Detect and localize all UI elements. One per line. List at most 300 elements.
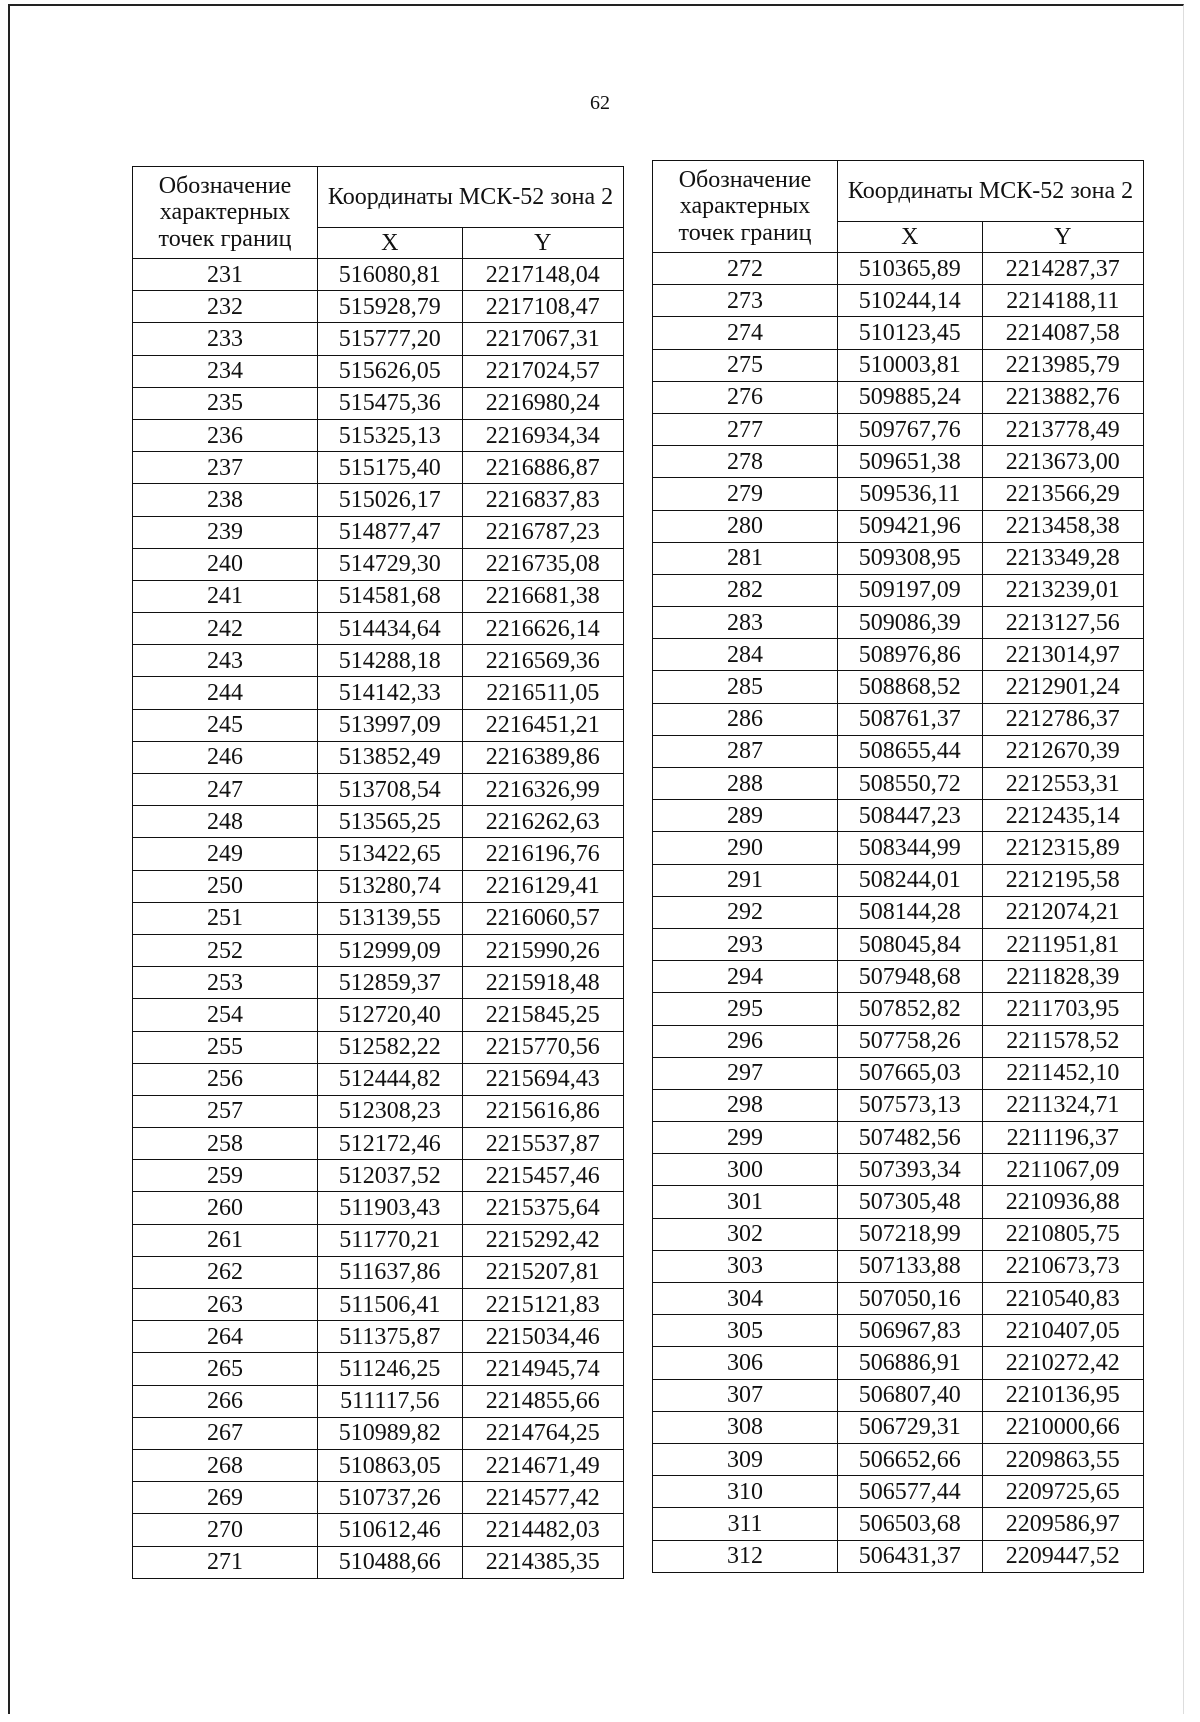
coord-y: 2214385,35 xyxy=(462,1546,623,1578)
header-x: X xyxy=(838,222,983,253)
coord-x: 508550,72 xyxy=(838,768,983,800)
coord-y: 2216980,24 xyxy=(462,387,623,419)
coord-y: 2215207,81 xyxy=(462,1256,623,1288)
coord-x: 514434,64 xyxy=(318,613,463,645)
point-number: 243 xyxy=(133,645,318,677)
table-row xyxy=(133,709,624,741)
table-row xyxy=(653,1283,1144,1315)
coord-x: 507050,16 xyxy=(838,1283,983,1315)
table-row xyxy=(133,1095,624,1127)
coord-x: 513565,25 xyxy=(318,806,463,838)
point-number: 288 xyxy=(653,768,838,800)
point-number: 269 xyxy=(133,1482,318,1514)
point-number: 240 xyxy=(133,548,318,580)
coord-x: 506503,68 xyxy=(838,1508,983,1540)
point-number: 283 xyxy=(653,607,838,639)
coord-y: 2216787,23 xyxy=(462,516,623,548)
table-body-left xyxy=(133,259,624,1579)
coord-y: 2216129,41 xyxy=(462,870,623,902)
coord-x: 514729,30 xyxy=(318,548,463,580)
point-number: 258 xyxy=(133,1128,318,1160)
coord-x: 515928,79 xyxy=(318,291,463,323)
coord-y: 2215694,43 xyxy=(462,1063,623,1095)
coord-x: 509421,96 xyxy=(838,510,983,542)
table-row xyxy=(653,735,1144,767)
point-number: 266 xyxy=(133,1385,318,1417)
coord-x: 513997,09 xyxy=(318,709,463,741)
point-number: 234 xyxy=(133,355,318,387)
point-number: 252 xyxy=(133,934,318,966)
coord-x: 510612,46 xyxy=(318,1514,463,1546)
coord-y: 2215292,42 xyxy=(462,1224,623,1256)
coord-y: 2211196,37 xyxy=(982,1122,1143,1154)
point-number: 261 xyxy=(133,1224,318,1256)
table-row xyxy=(653,478,1144,510)
coord-y: 2209863,55 xyxy=(982,1443,1143,1475)
table-row xyxy=(653,832,1144,864)
table-row xyxy=(133,741,624,773)
coord-x: 514581,68 xyxy=(318,580,463,612)
table-row xyxy=(653,1540,1144,1572)
coord-y: 2216569,36 xyxy=(462,645,623,677)
coord-y: 2216451,21 xyxy=(462,709,623,741)
coord-y: 2212315,89 xyxy=(982,832,1143,864)
point-number: 287 xyxy=(653,735,838,767)
coord-y: 2216262,63 xyxy=(462,806,623,838)
point-number: 238 xyxy=(133,484,318,516)
coord-x: 510244,14 xyxy=(838,285,983,317)
table-row xyxy=(653,349,1144,381)
point-number: 232 xyxy=(133,291,318,323)
coord-x: 513139,55 xyxy=(318,902,463,934)
coord-x: 515175,40 xyxy=(318,452,463,484)
coord-y: 2216837,83 xyxy=(462,484,623,516)
table-row xyxy=(653,1089,1144,1121)
coord-x: 507393,34 xyxy=(838,1154,983,1186)
point-number: 291 xyxy=(653,864,838,896)
table-row xyxy=(653,285,1144,317)
coord-x: 508761,37 xyxy=(838,703,983,735)
table-row xyxy=(653,607,1144,639)
coord-y: 2217108,47 xyxy=(462,291,623,323)
point-number: 281 xyxy=(653,542,838,574)
coord-x: 507305,48 xyxy=(838,1186,983,1218)
coord-x: 510737,26 xyxy=(318,1482,463,1514)
header-x: X xyxy=(318,228,463,259)
point-number: 292 xyxy=(653,896,838,928)
point-number: 300 xyxy=(653,1154,838,1186)
table-row xyxy=(133,999,624,1031)
coord-y: 2214671,49 xyxy=(462,1449,623,1481)
point-number: 277 xyxy=(653,413,838,445)
point-number: 245 xyxy=(133,709,318,741)
coord-x: 515026,17 xyxy=(318,484,463,516)
point-number: 247 xyxy=(133,774,318,806)
point-number: 250 xyxy=(133,870,318,902)
point-number: 239 xyxy=(133,516,318,548)
coord-y: 2212670,39 xyxy=(982,735,1143,767)
point-number: 246 xyxy=(133,741,318,773)
coord-y: 2216060,57 xyxy=(462,902,623,934)
point-number: 309 xyxy=(653,1443,838,1475)
point-number: 251 xyxy=(133,902,318,934)
coord-y: 2211703,95 xyxy=(982,993,1143,1025)
point-number: 253 xyxy=(133,967,318,999)
coord-y: 2215537,87 xyxy=(462,1128,623,1160)
coord-y: 2210936,88 xyxy=(982,1186,1143,1218)
table-row xyxy=(653,671,1144,703)
coord-y: 2211067,09 xyxy=(982,1154,1143,1186)
coord-x: 515777,20 xyxy=(318,323,463,355)
coord-y: 2213239,01 xyxy=(982,574,1143,606)
point-number: 285 xyxy=(653,671,838,703)
point-number: 257 xyxy=(133,1095,318,1127)
coord-x: 510365,89 xyxy=(838,253,983,285)
table-row xyxy=(653,253,1144,285)
point-number: 310 xyxy=(653,1476,838,1508)
table-row xyxy=(133,806,624,838)
coord-x: 511506,41 xyxy=(318,1289,463,1321)
coord-y: 2210673,73 xyxy=(982,1250,1143,1282)
coord-y: 2216735,08 xyxy=(462,548,623,580)
point-number: 293 xyxy=(653,928,838,960)
coord-y: 2214188,11 xyxy=(982,285,1143,317)
table-row xyxy=(133,1449,624,1481)
point-number: 305 xyxy=(653,1315,838,1347)
table-row xyxy=(653,1508,1144,1540)
point-number: 271 xyxy=(133,1546,318,1578)
coord-x: 512582,22 xyxy=(318,1031,463,1063)
table-row xyxy=(133,838,624,870)
point-number: 265 xyxy=(133,1353,318,1385)
coord-x: 513422,65 xyxy=(318,838,463,870)
coord-y: 2213985,79 xyxy=(982,349,1143,381)
table-row xyxy=(653,639,1144,671)
coord-y: 2213882,76 xyxy=(982,381,1143,413)
table-row xyxy=(133,1289,624,1321)
coord-x: 514142,33 xyxy=(318,677,463,709)
point-number: 306 xyxy=(653,1347,838,1379)
coord-y: 2216389,86 xyxy=(462,741,623,773)
page-number: 62 xyxy=(590,92,610,114)
table-row xyxy=(653,1315,1144,1347)
coord-x: 515626,05 xyxy=(318,355,463,387)
table-row xyxy=(653,1250,1144,1282)
table-row xyxy=(133,1321,624,1353)
coord-x: 508655,44 xyxy=(838,735,983,767)
point-number: 279 xyxy=(653,478,838,510)
table-row xyxy=(653,1379,1144,1411)
table-row xyxy=(133,1482,624,1514)
coord-y: 2216511,05 xyxy=(462,677,623,709)
point-number: 304 xyxy=(653,1283,838,1315)
point-number: 248 xyxy=(133,806,318,838)
coord-y: 2212435,14 xyxy=(982,800,1143,832)
coord-x: 506577,44 xyxy=(838,1476,983,1508)
table-row xyxy=(653,800,1144,832)
coordinates-table-right xyxy=(652,160,1144,1573)
coord-x: 514877,47 xyxy=(318,516,463,548)
point-number: 231 xyxy=(133,259,318,291)
point-number: 241 xyxy=(133,580,318,612)
table-row xyxy=(653,703,1144,735)
table-row xyxy=(133,1385,624,1417)
table-row xyxy=(653,1476,1144,1508)
coord-y: 2215375,64 xyxy=(462,1192,623,1224)
coord-y: 2217148,04 xyxy=(462,259,623,291)
point-number: 272 xyxy=(653,253,838,285)
table-row xyxy=(133,1546,624,1578)
table-row xyxy=(133,355,624,387)
coord-x: 507218,99 xyxy=(838,1218,983,1250)
coord-x: 509885,24 xyxy=(838,381,983,413)
table-body-right xyxy=(653,253,1144,1573)
table-row xyxy=(133,774,624,806)
table-row xyxy=(133,967,624,999)
coord-x: 511903,43 xyxy=(318,1192,463,1224)
point-number: 280 xyxy=(653,510,838,542)
point-number: 254 xyxy=(133,999,318,1031)
table-row xyxy=(133,291,624,323)
coord-x: 507758,26 xyxy=(838,1025,983,1057)
table-row xyxy=(653,574,1144,606)
coord-x: 508144,28 xyxy=(838,896,983,928)
table-row xyxy=(653,1025,1144,1057)
coord-x: 507665,03 xyxy=(838,1057,983,1089)
coord-y: 2212901,24 xyxy=(982,671,1143,703)
point-number: 235 xyxy=(133,387,318,419)
coord-x: 506652,66 xyxy=(838,1443,983,1475)
coordinates-table-left xyxy=(132,166,624,1579)
coord-x: 514288,18 xyxy=(318,645,463,677)
coord-x: 511246,25 xyxy=(318,1353,463,1385)
coord-x: 508244,01 xyxy=(838,864,983,896)
coord-x: 510863,05 xyxy=(318,1449,463,1481)
point-number: 282 xyxy=(653,574,838,606)
coord-x: 509197,09 xyxy=(838,574,983,606)
point-number: 268 xyxy=(133,1449,318,1481)
point-number: 274 xyxy=(653,317,838,349)
coord-x: 513708,54 xyxy=(318,774,463,806)
coord-y: 2214287,37 xyxy=(982,253,1143,285)
coord-y: 2213127,56 xyxy=(982,607,1143,639)
coord-x: 512308,23 xyxy=(318,1095,463,1127)
coord-x: 507133,88 xyxy=(838,1250,983,1282)
point-number: 312 xyxy=(653,1540,838,1572)
coord-x: 506729,31 xyxy=(838,1411,983,1443)
coord-x: 510989,82 xyxy=(318,1417,463,1449)
coord-x: 508045,84 xyxy=(838,928,983,960)
coord-y: 2215918,48 xyxy=(462,967,623,999)
coord-y: 2210805,75 xyxy=(982,1218,1143,1250)
coord-y: 2213566,29 xyxy=(982,478,1143,510)
table-row xyxy=(133,1256,624,1288)
coord-x: 512172,46 xyxy=(318,1128,463,1160)
table-row xyxy=(133,677,624,709)
coord-y: 2213349,28 xyxy=(982,542,1143,574)
coord-x: 508868,52 xyxy=(838,671,983,703)
coord-x: 512720,40 xyxy=(318,999,463,1031)
coord-x: 511375,87 xyxy=(318,1321,463,1353)
table-row xyxy=(653,1347,1144,1379)
point-number: 256 xyxy=(133,1063,318,1095)
table-row xyxy=(133,323,624,355)
point-number: 260 xyxy=(133,1192,318,1224)
point-number: 308 xyxy=(653,1411,838,1443)
coord-y: 2212553,31 xyxy=(982,768,1143,800)
table-row xyxy=(653,961,1144,993)
coord-y: 2209725,65 xyxy=(982,1476,1143,1508)
point-number: 236 xyxy=(133,419,318,451)
table-row xyxy=(653,1122,1144,1154)
table-row xyxy=(653,510,1144,542)
table-row xyxy=(653,542,1144,574)
point-number: 244 xyxy=(133,677,318,709)
table-row xyxy=(133,1031,624,1063)
coord-y: 2210000,66 xyxy=(982,1411,1143,1443)
coord-y: 2213458,38 xyxy=(982,510,1143,542)
coord-y: 2214764,25 xyxy=(462,1417,623,1449)
coord-y: 2211951,81 xyxy=(982,928,1143,960)
table-row xyxy=(653,1411,1144,1443)
coord-y: 2217067,31 xyxy=(462,323,623,355)
point-number: 237 xyxy=(133,452,318,484)
coord-x: 509086,39 xyxy=(838,607,983,639)
coord-y: 2213778,49 xyxy=(982,413,1143,445)
point-number: 303 xyxy=(653,1250,838,1282)
coord-y: 2212786,37 xyxy=(982,703,1143,735)
coord-x: 508447,23 xyxy=(838,800,983,832)
coord-x: 509651,38 xyxy=(838,446,983,478)
table-row xyxy=(653,1186,1144,1218)
table-row xyxy=(133,259,624,291)
point-number: 276 xyxy=(653,381,838,413)
coord-x: 507573,13 xyxy=(838,1089,983,1121)
point-number: 259 xyxy=(133,1160,318,1192)
point-number: 275 xyxy=(653,349,838,381)
coord-x: 506431,37 xyxy=(838,1540,983,1572)
coord-y: 2215845,25 xyxy=(462,999,623,1031)
coord-y: 2215121,83 xyxy=(462,1289,623,1321)
coord-x: 510123,45 xyxy=(838,317,983,349)
coord-y: 2211452,10 xyxy=(982,1057,1143,1089)
coord-y: 2215616,86 xyxy=(462,1095,623,1127)
point-number: 278 xyxy=(653,446,838,478)
coord-x: 515475,36 xyxy=(318,387,463,419)
coord-y: 2209586,97 xyxy=(982,1508,1143,1540)
coord-y: 2209447,52 xyxy=(982,1540,1143,1572)
coord-y: 2210272,42 xyxy=(982,1347,1143,1379)
coord-y: 2210407,05 xyxy=(982,1315,1143,1347)
coord-y: 2216681,38 xyxy=(462,580,623,612)
coord-y: 2211324,71 xyxy=(982,1089,1143,1121)
coord-y: 2211578,52 xyxy=(982,1025,1143,1057)
table-row xyxy=(653,446,1144,478)
coord-x: 507852,82 xyxy=(838,993,983,1025)
coord-x: 512444,82 xyxy=(318,1063,463,1095)
table-row xyxy=(133,419,624,451)
table-row xyxy=(133,1417,624,1449)
coord-y: 2216326,99 xyxy=(462,774,623,806)
table-row xyxy=(653,1443,1144,1475)
table-row xyxy=(653,1218,1144,1250)
table-row xyxy=(133,580,624,612)
table-row xyxy=(133,516,624,548)
point-number: 302 xyxy=(653,1218,838,1250)
table-row xyxy=(653,864,1144,896)
coord-x: 516080,81 xyxy=(318,259,463,291)
table-row xyxy=(653,1154,1144,1186)
table-row xyxy=(133,387,624,419)
table-row xyxy=(653,1057,1144,1089)
point-number: 249 xyxy=(133,838,318,870)
table-row xyxy=(133,1192,624,1224)
coord-y: 2212074,21 xyxy=(982,896,1143,928)
coord-y: 2215034,46 xyxy=(462,1321,623,1353)
table-row xyxy=(133,548,624,580)
point-number: 311 xyxy=(653,1508,838,1540)
table-row xyxy=(133,645,624,677)
header-coordinates-group: Координаты МСК-52 зона 2 xyxy=(838,161,1144,222)
coord-x: 511770,21 xyxy=(318,1224,463,1256)
table-row xyxy=(653,768,1144,800)
coord-x: 513280,74 xyxy=(318,870,463,902)
point-number: 298 xyxy=(653,1089,838,1121)
coord-y: 2215990,26 xyxy=(462,934,623,966)
table-row xyxy=(653,413,1144,445)
coord-x: 510003,81 xyxy=(838,349,983,381)
table-row xyxy=(133,452,624,484)
header-point-label: Обозначение характерных точек границ xyxy=(133,167,318,259)
point-number: 264 xyxy=(133,1321,318,1353)
coord-x: 509308,95 xyxy=(838,542,983,574)
coord-y: 2217024,57 xyxy=(462,355,623,387)
coord-y: 2212195,58 xyxy=(982,864,1143,896)
table-row xyxy=(133,1353,624,1385)
header-y: Y xyxy=(462,228,623,259)
coord-x: 507482,56 xyxy=(838,1122,983,1154)
coord-y: 2216934,34 xyxy=(462,419,623,451)
coord-y: 2213014,97 xyxy=(982,639,1143,671)
point-number: 263 xyxy=(133,1289,318,1321)
coord-y: 2214482,03 xyxy=(462,1514,623,1546)
coord-y: 2214945,74 xyxy=(462,1353,623,1385)
coord-x: 511117,56 xyxy=(318,1385,463,1417)
coord-y: 2216196,76 xyxy=(462,838,623,870)
table-row xyxy=(653,896,1144,928)
coord-y: 2210136,95 xyxy=(982,1379,1143,1411)
table-row xyxy=(133,484,624,516)
point-number: 262 xyxy=(133,1256,318,1288)
point-number: 289 xyxy=(653,800,838,832)
point-number: 286 xyxy=(653,703,838,735)
point-number: 242 xyxy=(133,613,318,645)
table-row xyxy=(133,613,624,645)
coord-y: 2216886,87 xyxy=(462,452,623,484)
coord-y: 2211828,39 xyxy=(982,961,1143,993)
point-number: 296 xyxy=(653,1025,838,1057)
table-row xyxy=(133,1514,624,1546)
coord-x: 509767,76 xyxy=(838,413,983,445)
coord-x: 512037,52 xyxy=(318,1160,463,1192)
point-number: 267 xyxy=(133,1417,318,1449)
header-point-label: Обозначение характерных точек границ xyxy=(653,161,838,253)
table-row xyxy=(133,1160,624,1192)
point-number: 299 xyxy=(653,1122,838,1154)
table-row xyxy=(653,381,1144,413)
coord-y: 2214087,58 xyxy=(982,317,1143,349)
table-row xyxy=(133,870,624,902)
